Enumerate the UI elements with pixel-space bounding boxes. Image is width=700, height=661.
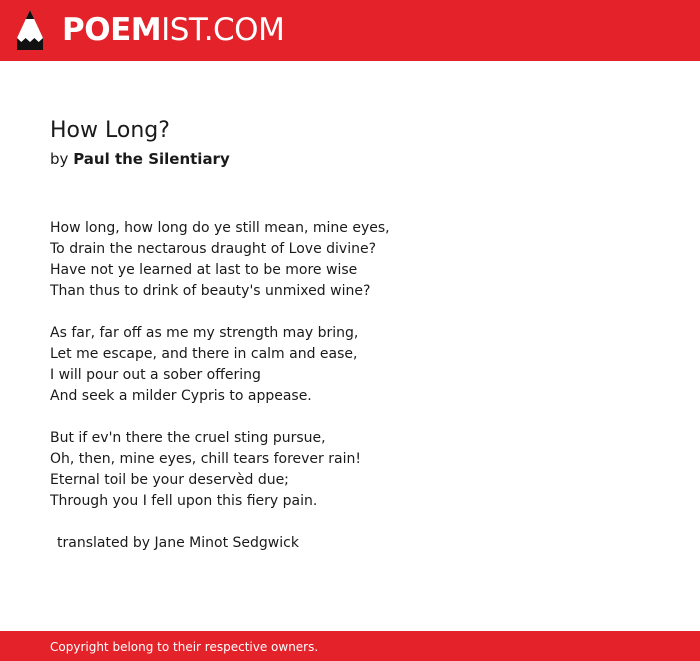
poem-line: I will pour out a sober offering <box>50 367 261 383</box>
logo-bold-text: POEM <box>62 12 162 48</box>
copyright-text: Copyright belong to their respective owners. <box>50 640 319 654</box>
site-header <box>0 0 700 61</box>
logo-light-text: IST.COM <box>161 12 285 48</box>
translator-credit: translated by Jane Minot Sedgwick <box>57 535 299 551</box>
byline <box>50 148 230 170</box>
poem-line: Than thus to drink of beauty's unmixed wine? <box>50 283 371 299</box>
poem-line: Oh, then, mine eyes, chill tears forever rain! <box>50 451 361 467</box>
stanza <box>50 218 650 302</box>
site-logo[interactable] <box>62 11 284 49</box>
poem-line: But if ev'n there the cruel sting pursue, <box>50 430 326 446</box>
site-footer <box>0 631 700 661</box>
poem-line: Have not ye learned at last to be more wise <box>50 262 358 278</box>
translator-note <box>50 533 650 554</box>
poem-line: Let me escape, and there in calm and ease, <box>50 346 358 362</box>
poem-line: Eternal toil be your deservèd due; <box>50 472 289 488</box>
pencil-icon[interactable] <box>16 9 44 51</box>
stanza <box>50 428 650 512</box>
stanza <box>50 323 650 407</box>
poem-line: As far, far off as me my strength may bring, <box>50 325 359 341</box>
poem-line: To drain the nectarous draught of Love divine? <box>50 241 377 257</box>
poem-line: And seek a milder Cypris to appease. <box>50 388 312 404</box>
byline-prefix: by <box>50 150 69 168</box>
poem-title: How Long? <box>50 118 170 143</box>
poem-line: Through you I fell upon this fiery pain. <box>50 493 318 509</box>
poem-line: How long, how long do ye still mean, mine eyes, <box>50 220 390 236</box>
poem-body <box>50 218 650 575</box>
author-name: Paul the Silentiary <box>73 150 230 168</box>
